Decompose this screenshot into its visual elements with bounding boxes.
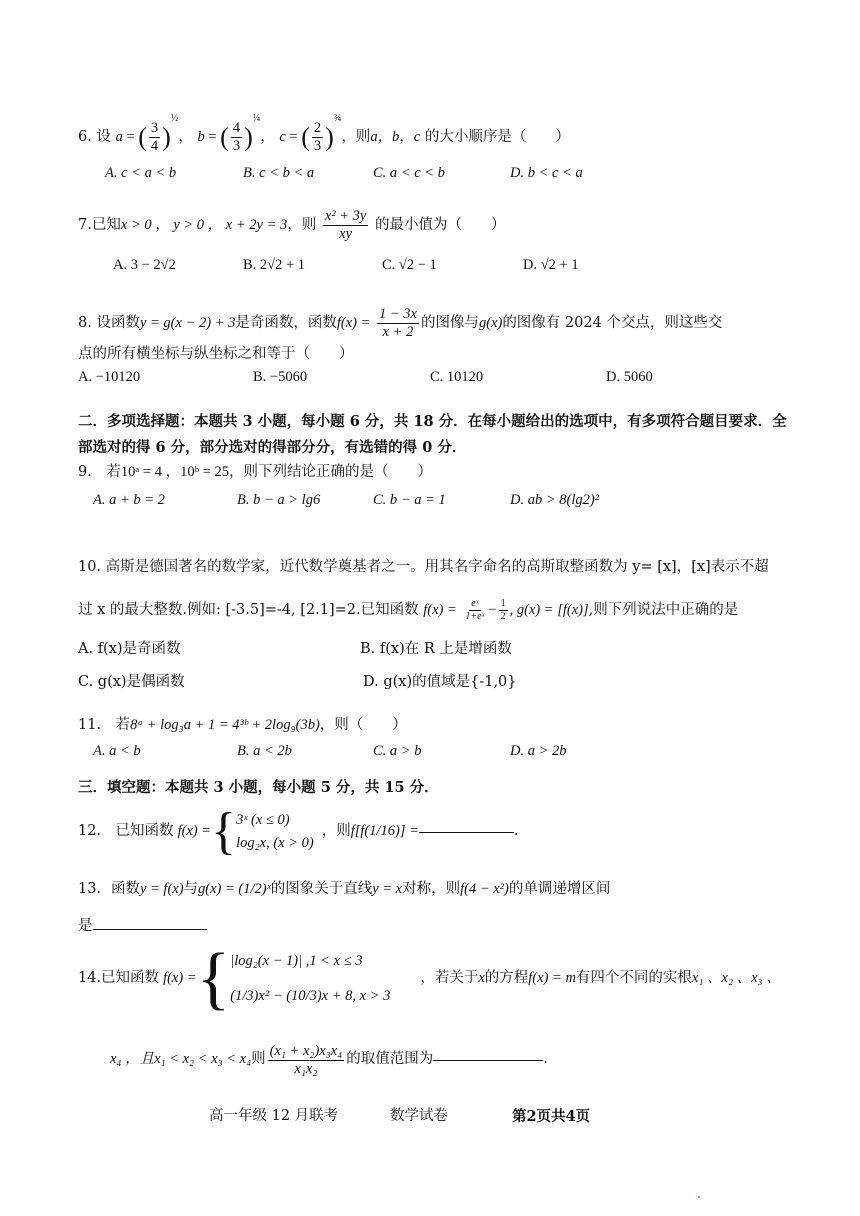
q10-stem-line1: 10. 高斯是德国著名的数学家，近代数学奠基者之一。用其名字命名的高斯取整函数为 y= [x]，[x]表示不超	[78, 559, 769, 575]
section2-heading: 二．多项选择题：本题共 3 小题，每小题 6 分，共 18 分．在每小题给出的选项中，有多项符合题目要求．全	[78, 413, 787, 430]
q6-option-b: B. c < b < a	[243, 165, 315, 181]
q8-stem-line2: 点的所有横坐标与纵坐标之和等于（ ）	[78, 346, 354, 362]
q9-stem: 9. 若10ᵃ = 4 ，10ᵇ = 25，则下列结论正确的是（ ）	[78, 464, 433, 480]
q6-option-d: D. b < c < a	[510, 165, 583, 181]
q9-option-c: C. b − a = 1	[373, 492, 446, 508]
ink-speck	[698, 1196, 700, 1198]
q8-option-a: A. −10120	[78, 369, 141, 385]
q10-option-d: D. g(x)的值域是{-1,0}	[363, 674, 517, 690]
q10-stem-line2: 过 x 的最大整数.例如: [-3.5]=-4, [2.1]=2.已知函数 f(x) = $\frac{\text{eˣ}}{\text{1+eˣ}}$ − $\frac{1}{2}$ , g(x) = [f(x)],则下列说法中正确的是	[78, 598, 739, 622]
q13-stem-line2: 是	[78, 918, 207, 935]
footer-page-number: 第2页共4页	[512, 1108, 591, 1125]
q7-option-b: B. 2√2 + 1	[243, 257, 306, 273]
q10-option-b: B. f(x)在 R 上是增函数	[360, 641, 512, 657]
q11-option-a: A. a < b	[93, 743, 141, 759]
footer-subject: 数学试卷	[390, 1108, 448, 1124]
q9-option-b: B. b − a > lg6	[237, 492, 321, 508]
q10-option-c: C. g(x)是偶函数	[78, 674, 185, 690]
q8-option-d: D. 5060	[606, 369, 653, 385]
q7-option-a: A. 3 − 2√2	[113, 257, 176, 273]
q7-option-d: D. √2 + 1	[523, 257, 579, 273]
footer-grade: 高一年级 12 月联考	[209, 1108, 339, 1124]
q11-option-d: D. a > 2b	[510, 743, 567, 759]
q14-stem-line2: x₄ ，且 x₁ < x₂ < x₃ < x₄ 则 $\frac{\text{(x₁ + x₂)x₃x₄}}{\text{x₁x₂}}$ 的取值范围为 .	[110, 1043, 548, 1077]
q9-option-d: D. ab > 8(lg2)²	[510, 492, 600, 508]
q8-option-c: C. 10120	[430, 369, 484, 385]
q6-option-a: A. c < a < b	[105, 165, 177, 181]
section3-heading: 三．填空题：本题共 3 小题，每小题 5 分，共 15 分．	[78, 779, 439, 796]
q9-option-a: A. a + b = 2	[93, 492, 165, 508]
q7-stem: 7.已知x > 0 ， y > 0 ， x + 2y = 3，则 $\frac{\text{x² + 3y}}{xy}$ 的最小值为（ ）	[78, 208, 506, 242]
q10-option-a: A. f(x)是奇函数	[78, 641, 181, 657]
q6-option-c: C. a < c < b	[373, 165, 445, 181]
q12-stem: 12. 已知函数 f(x) = { 3ˣ (x ≤ 0) log₂x, (x > 0) ，则 f[f(1/16)] = .	[78, 803, 519, 860]
q6-stem: 6. 设 a = ( $\frac{3}{4}$ )$^{\frac{1}{2}}$， b = ( $\frac{4}{3}$ )$^{\frac{1}{4}}$， c = ( $\frac{2}{3}$ )$^{\frac{3}{4}}$，则a，b，c 的大小顺序是（ ）	[78, 113, 570, 154]
q7-option-c: C. √2 − 1	[382, 257, 437, 273]
q8-stem-line1: 8. 设函数y = g(x − 2) + 3是奇函数，函数f(x) = $\frac{1 - 3x}{x + 2}$ 的图像与g(x)的图像有 2024 个交点，则这些交	[78, 306, 723, 340]
q13-stem: 13．函数y = f(x)与g(x) = (1/2)ˣ的图象关于直线y = x对称，则f(4 − x²)的单调递增区间	[78, 881, 611, 897]
section2-heading-cont: 部选对的得 6 分，部分选对的得部分分，有选错的得 0 分．	[78, 439, 467, 456]
q14-stem: 14.已知函数 f(x) = { |log₂(x − 1)| ,1 < x ≤ 3 (1/3)x² − (10/3)x + 8, x > 3 ，若关于 x 的方程 f(x) = m 有四个不同的实根 x₁ 、x₂ 、x₃ 、	[78, 940, 781, 1017]
q11-option-c: C. a > b	[373, 743, 422, 759]
q11-stem: 11. 若8ᵃ + log₃a + 1 = 4³ᵇ + 2log₉(3b)，则（ ）	[78, 717, 407, 733]
q11-option-b: B. a < 2b	[237, 743, 292, 759]
q8-option-b: B. −5060	[253, 369, 308, 385]
